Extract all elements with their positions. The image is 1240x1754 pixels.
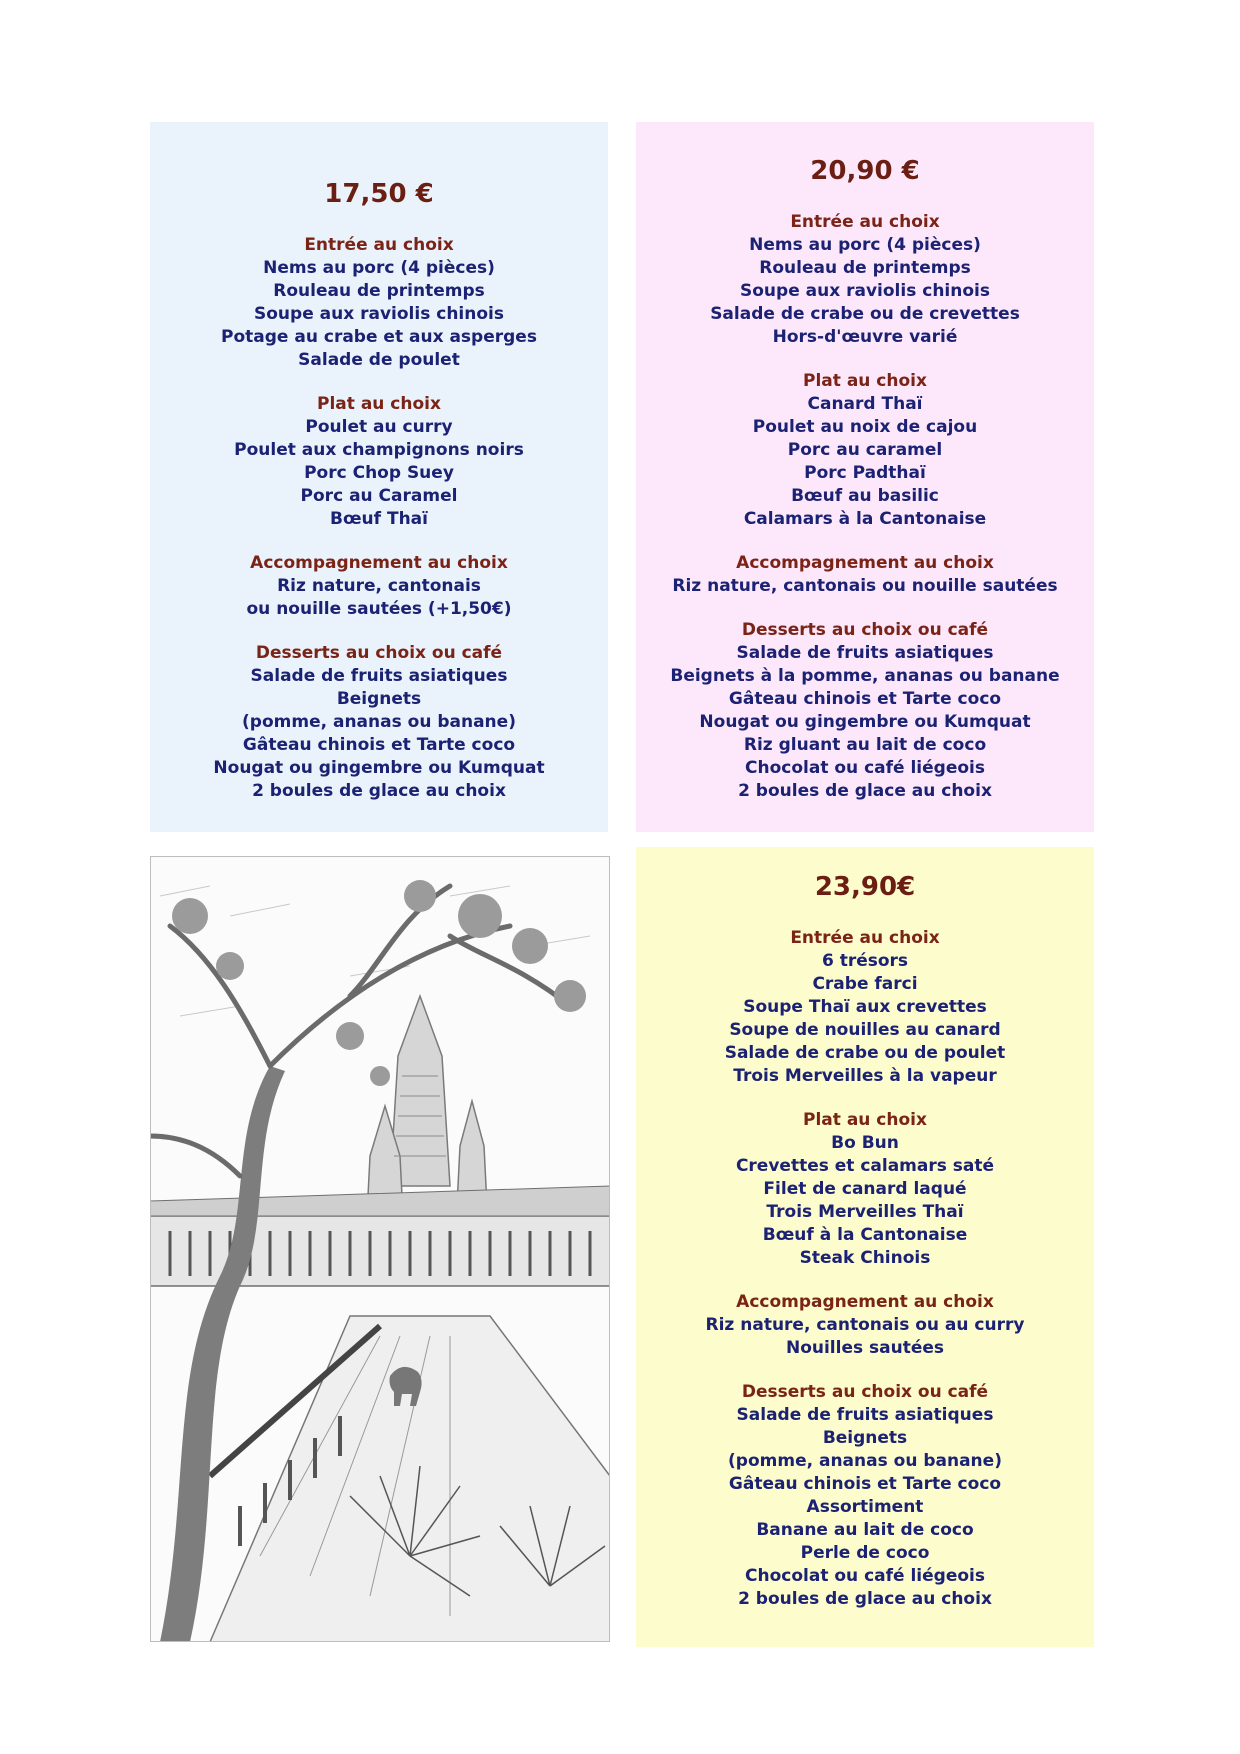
menu-item: Canard Thaï	[807, 394, 923, 414]
menu-item: Nougat ou gingembre ou Kumquat	[699, 712, 1031, 732]
menu-item: Beignets	[822, 1428, 908, 1448]
menu-item: Gâteau chinois et Tarte coco	[242, 735, 516, 755]
menu-item: Poulet au noix de cajou	[752, 417, 978, 437]
menu-item: Gâteau chinois et Tarte coco	[728, 1474, 1002, 1494]
menu-item: Beignets à la pomme, ananas ou banane	[670, 666, 1060, 686]
section-spacer	[636, 1088, 1094, 1109]
menu-item: Bœuf à la Cantonaise	[762, 1225, 968, 1245]
section-spacer	[636, 1270, 1094, 1291]
menu-panel-20-90	[636, 122, 1094, 832]
section-title: Accompagnement au choix	[736, 553, 994, 573]
menu-item: Trois Merveilles à la vapeur	[733, 1066, 997, 1086]
menu-section	[150, 552, 608, 621]
menu-item: Porc Chop Suey	[304, 463, 454, 483]
menu-item: Chocolat ou café liégeois	[745, 758, 985, 778]
menu-item: Riz nature, cantonais ou nouille sautées	[672, 576, 1058, 596]
menu-item: Bœuf Thaï	[330, 509, 428, 529]
menu-item: Soupe Thaï aux crevettes	[743, 997, 987, 1017]
menu-item: Perle de coco	[800, 1543, 930, 1563]
menu-item: Filet de canard laqué	[763, 1179, 967, 1199]
menu-item: Salade de poulet	[298, 350, 460, 370]
section-spacer	[150, 531, 608, 552]
menu-price: 17,50 €	[324, 179, 434, 209]
menu-item: Crabe farci	[812, 974, 918, 994]
section-title: Plat au choix	[803, 371, 927, 391]
menu-item: Riz nature, cantonais	[277, 576, 481, 596]
menu-item: Salade de fruits asiatiques	[736, 1405, 994, 1425]
menu-section	[636, 211, 1094, 349]
menu-item: Porc au Caramel	[300, 486, 458, 506]
menu-section	[636, 1109, 1094, 1270]
menu-item: Beignets	[336, 689, 422, 709]
menu-item: Potage au crabe et aux asperges	[221, 327, 537, 347]
menu-item: Nougat ou gingembre ou Kumquat	[213, 758, 545, 778]
section-spacer	[636, 1360, 1094, 1381]
section-spacer	[636, 598, 1094, 619]
menu-item: Porc Padthaï	[804, 463, 926, 483]
menu-item: Banane au lait de coco	[756, 1520, 974, 1540]
section-title: Entrée au choix	[304, 235, 454, 255]
menu-item: 6 trésors	[821, 951, 909, 971]
menu-item: Poulet aux champignons noirs	[234, 440, 524, 460]
menu-item: (pomme, ananas ou banane)	[728, 1451, 1002, 1471]
temple-sketch-illustration	[150, 856, 610, 1642]
menu-item: Bœuf au basilic	[791, 486, 939, 506]
section-title: Entrée au choix	[790, 212, 940, 232]
menu-item: Nouilles sautées	[785, 1338, 945, 1358]
menu-section	[636, 927, 1094, 1088]
menu-item: Calamars à la Cantonaise	[743, 509, 987, 529]
menu-item: Trois Merveilles Thaï	[766, 1202, 964, 1222]
menu-item: ou nouille sautées (+1,50€)	[246, 599, 512, 619]
menu-section	[150, 234, 608, 372]
menu-price: 20,90 €	[810, 156, 920, 186]
menu-item: Salade de fruits asiatiques	[736, 643, 994, 663]
menu-item: Soupe aux raviolis chinois	[740, 281, 990, 301]
section-title: Entrée au choix	[790, 928, 940, 948]
menu-item: 2 boules de glace au choix	[252, 781, 506, 801]
section-spacer	[636, 349, 1094, 370]
section-title: Desserts au choix ou café	[741, 620, 989, 640]
menu-item: Salade de crabe ou de crevettes	[710, 304, 1020, 324]
menu-panel-17-50	[150, 122, 608, 832]
menu-item: Crevettes et calamars saté	[735, 1156, 995, 1176]
menu-item: Gâteau chinois et Tarte coco	[728, 689, 1002, 709]
temple-sketch-svg	[150, 856, 610, 1642]
menu-item: Steak Chinois	[799, 1248, 931, 1268]
menu-item: Rouleau de printemps	[273, 281, 485, 301]
menu-item: Salade de fruits asiatiques	[250, 666, 508, 686]
menu-item: Assortiment	[806, 1497, 924, 1517]
section-title: Plat au choix	[317, 394, 441, 414]
section-title: Plat au choix	[803, 1110, 927, 1130]
section-spacer	[150, 621, 608, 642]
section-title: Accompagnement au choix	[250, 553, 508, 573]
menu-item: Nems au porc (4 pièces)	[749, 235, 981, 255]
menu-section	[150, 642, 608, 803]
menu-item: Soupe aux raviolis chinois	[254, 304, 504, 324]
menu-item: Salade de crabe ou de poulet	[724, 1043, 1006, 1063]
section-title: Desserts au choix ou café	[255, 643, 503, 663]
menu-price: 23,90€	[814, 872, 916, 902]
section-title: Desserts au choix ou café	[741, 1382, 989, 1402]
menu-section	[150, 393, 608, 531]
menu-item: Bo Bun	[831, 1133, 899, 1153]
menu-section	[636, 619, 1094, 803]
menu-item: Soupe de nouilles au canard	[729, 1020, 1001, 1040]
menu-item: Riz nature, cantonais ou au curry	[705, 1315, 1025, 1335]
section-title: Accompagnement au choix	[736, 1292, 994, 1312]
menu-item: Nems au porc (4 pièces)	[263, 258, 495, 278]
menu-section	[636, 370, 1094, 531]
menu-section	[636, 1291, 1094, 1360]
menu-item: (pomme, ananas ou banane)	[242, 712, 516, 732]
menu-item: Chocolat ou café liégeois	[745, 1566, 985, 1586]
menu-item: Riz gluant au lait de coco	[743, 735, 987, 755]
section-spacer	[150, 372, 608, 393]
menu-section	[636, 552, 1094, 598]
menu-panel-23-90	[636, 847, 1094, 1647]
menu-item: Porc au caramel	[787, 440, 943, 460]
menu-item: Hors-d'œuvre varié	[772, 327, 958, 347]
section-spacer	[636, 531, 1094, 552]
menu-item: 2 boules de glace au choix	[738, 1589, 992, 1609]
menu-item: Rouleau de printemps	[759, 258, 971, 278]
menu-item: 2 boules de glace au choix	[738, 781, 992, 801]
menu-section	[636, 1381, 1094, 1611]
menu-item: Poulet au curry	[305, 417, 453, 437]
